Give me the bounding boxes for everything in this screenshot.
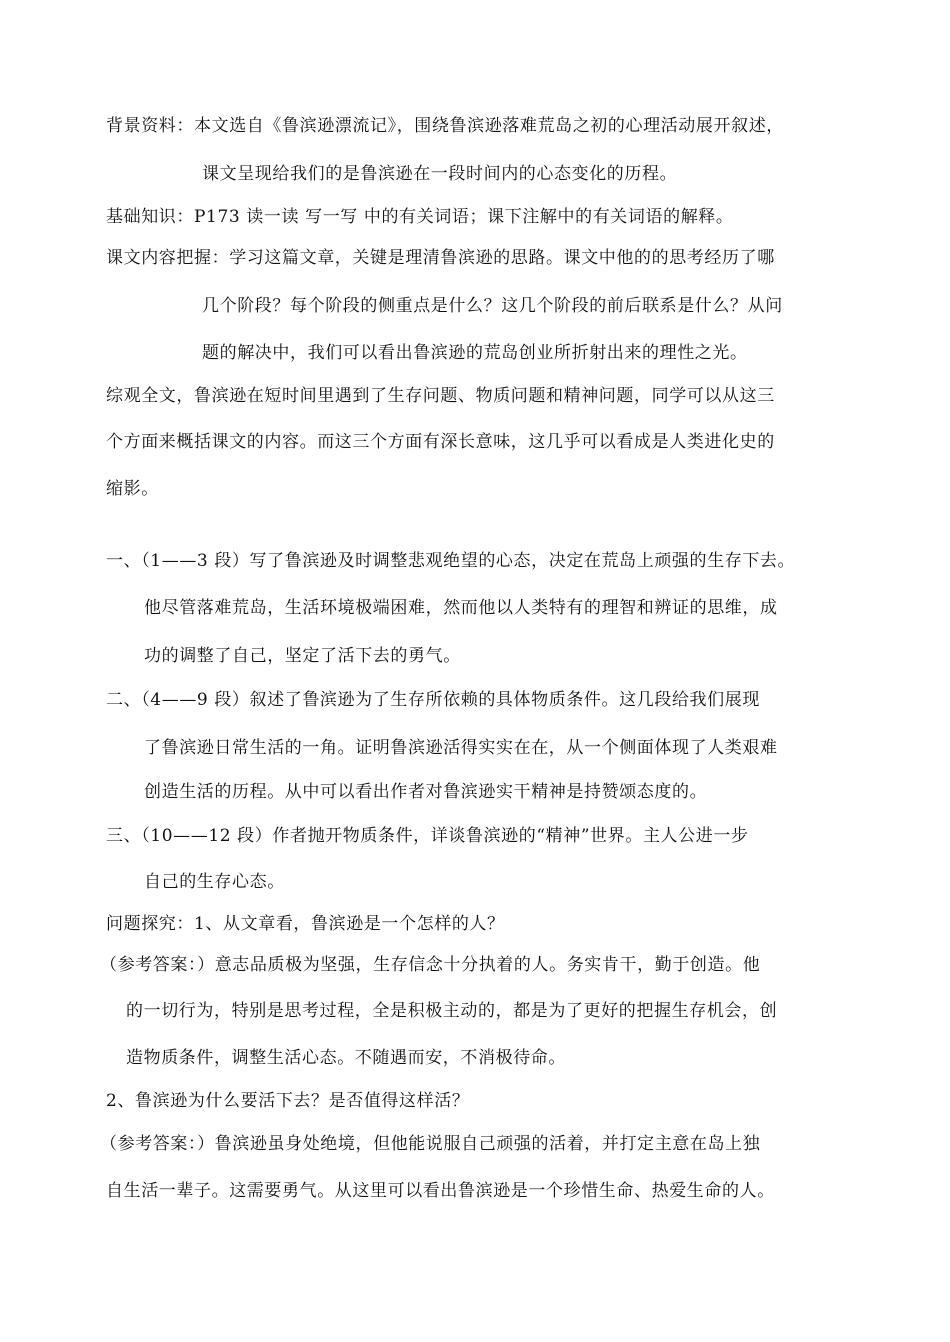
section-1-line-3: 功的调整了自己，坚定了活下去的勇气。 [144, 646, 461, 666]
question-1: 问题探究：1、从文章看，鲁滨逊是一个怎样的人？ [106, 914, 505, 934]
section-2-line-2: 了鲁滨逊日常生活的一角。证明鲁滨逊活得实实在在，从一个侧面体现了人类艰难 [144, 738, 778, 758]
section-3-line-1: 三、（10——12 段）作者抛开物质条件，详谈鲁滨逊的“精神”世界。主人公进一步 [106, 826, 749, 846]
overview-line-2: 个方面来概括课文的内容。而这三个方面有深长意味，这几乎可以看成是人类进化史的 [106, 432, 775, 452]
section-1-line-1: 一、（1——3 段）写了鲁滨逊及时调整悲观绝望的心态，决定在荒岛上顽强的生存下去。 [106, 551, 796, 571]
overview-line-1: 综观全文，鲁滨逊在短时间里遇到了生存问题、物质问题和精神问题，同学可以从这三 [106, 386, 775, 406]
answer-1-line-2: 的一切行为，特别是思考过程，全是积极主动的，都是为了更好的把握生存机会，创 [126, 1001, 778, 1021]
answer-1-line-3: 造物质条件，调整生活心态。不随遇而安，不消极待命。 [126, 1048, 566, 1068]
answer-2-line-1: （参考答案：）鲁滨逊虽身处绝境，但他能说服自己顽强的活着，并打定主意在岛上独 [100, 1134, 761, 1154]
section-1-line-2: 他尽管落难荒岛，生活环境极端困难，然而他以人类特有的理智和辨证的思维，成 [144, 598, 778, 618]
basic-knowledge-line: 基础知识：P173 读一读 写一写 中的有关词语；课下注解中的有关词语的解释。 [106, 207, 734, 227]
answer-2-line-2: 自生活一辈子。这需要勇气。从这里可以看出鲁滨逊是一个珍惜生命、热爱生命的人。 [106, 1181, 775, 1201]
content-grasp-line-2: 几个阶段？每个阶段的侧重点是什么？这几个阶段的前后联系是什么？从问 [202, 296, 783, 316]
overview-line-3: 缩影。 [106, 479, 159, 499]
question-2: 2、鲁滨逊为什么要活下去？是否值得这样活？ [106, 1091, 470, 1111]
background-info-line-2: 课文呈现给我们的是鲁滨逊在一段时间内的心态变化的历程。 [202, 164, 678, 184]
background-info-line-1: 背景资料：本文选自《鲁滨逊漂流记》，围绕鲁滨逊落难荒岛之初的心理活动展开叙述， [106, 116, 784, 136]
section-3-line-2: 自己的生存心态。 [144, 872, 285, 892]
section-2-line-1: 二、（4——9 段）叙述了鲁滨逊为了生存所依赖的具体物质条件。这几段给我们展现 [106, 690, 760, 710]
content-grasp-line-3: 题的解决中，我们可以看出鲁滨逊的荒岛创业所折射出来的理性之光。 [202, 343, 748, 363]
content-grasp-line-1: 课文内容把握：学习这篇文章，关键是理清鲁滨逊的思路。课文中他的的思考经历了哪 [106, 248, 775, 268]
section-2-line-3: 创造生活的历程。从中可以看出作者对鲁滨逊实干精神是持赞颂态度的。 [144, 782, 708, 802]
answer-1-line-1: （参考答案：）意志品质极为坚强，生存信念十分执着的人。务实肯干，勤于创造。他 [100, 955, 761, 975]
